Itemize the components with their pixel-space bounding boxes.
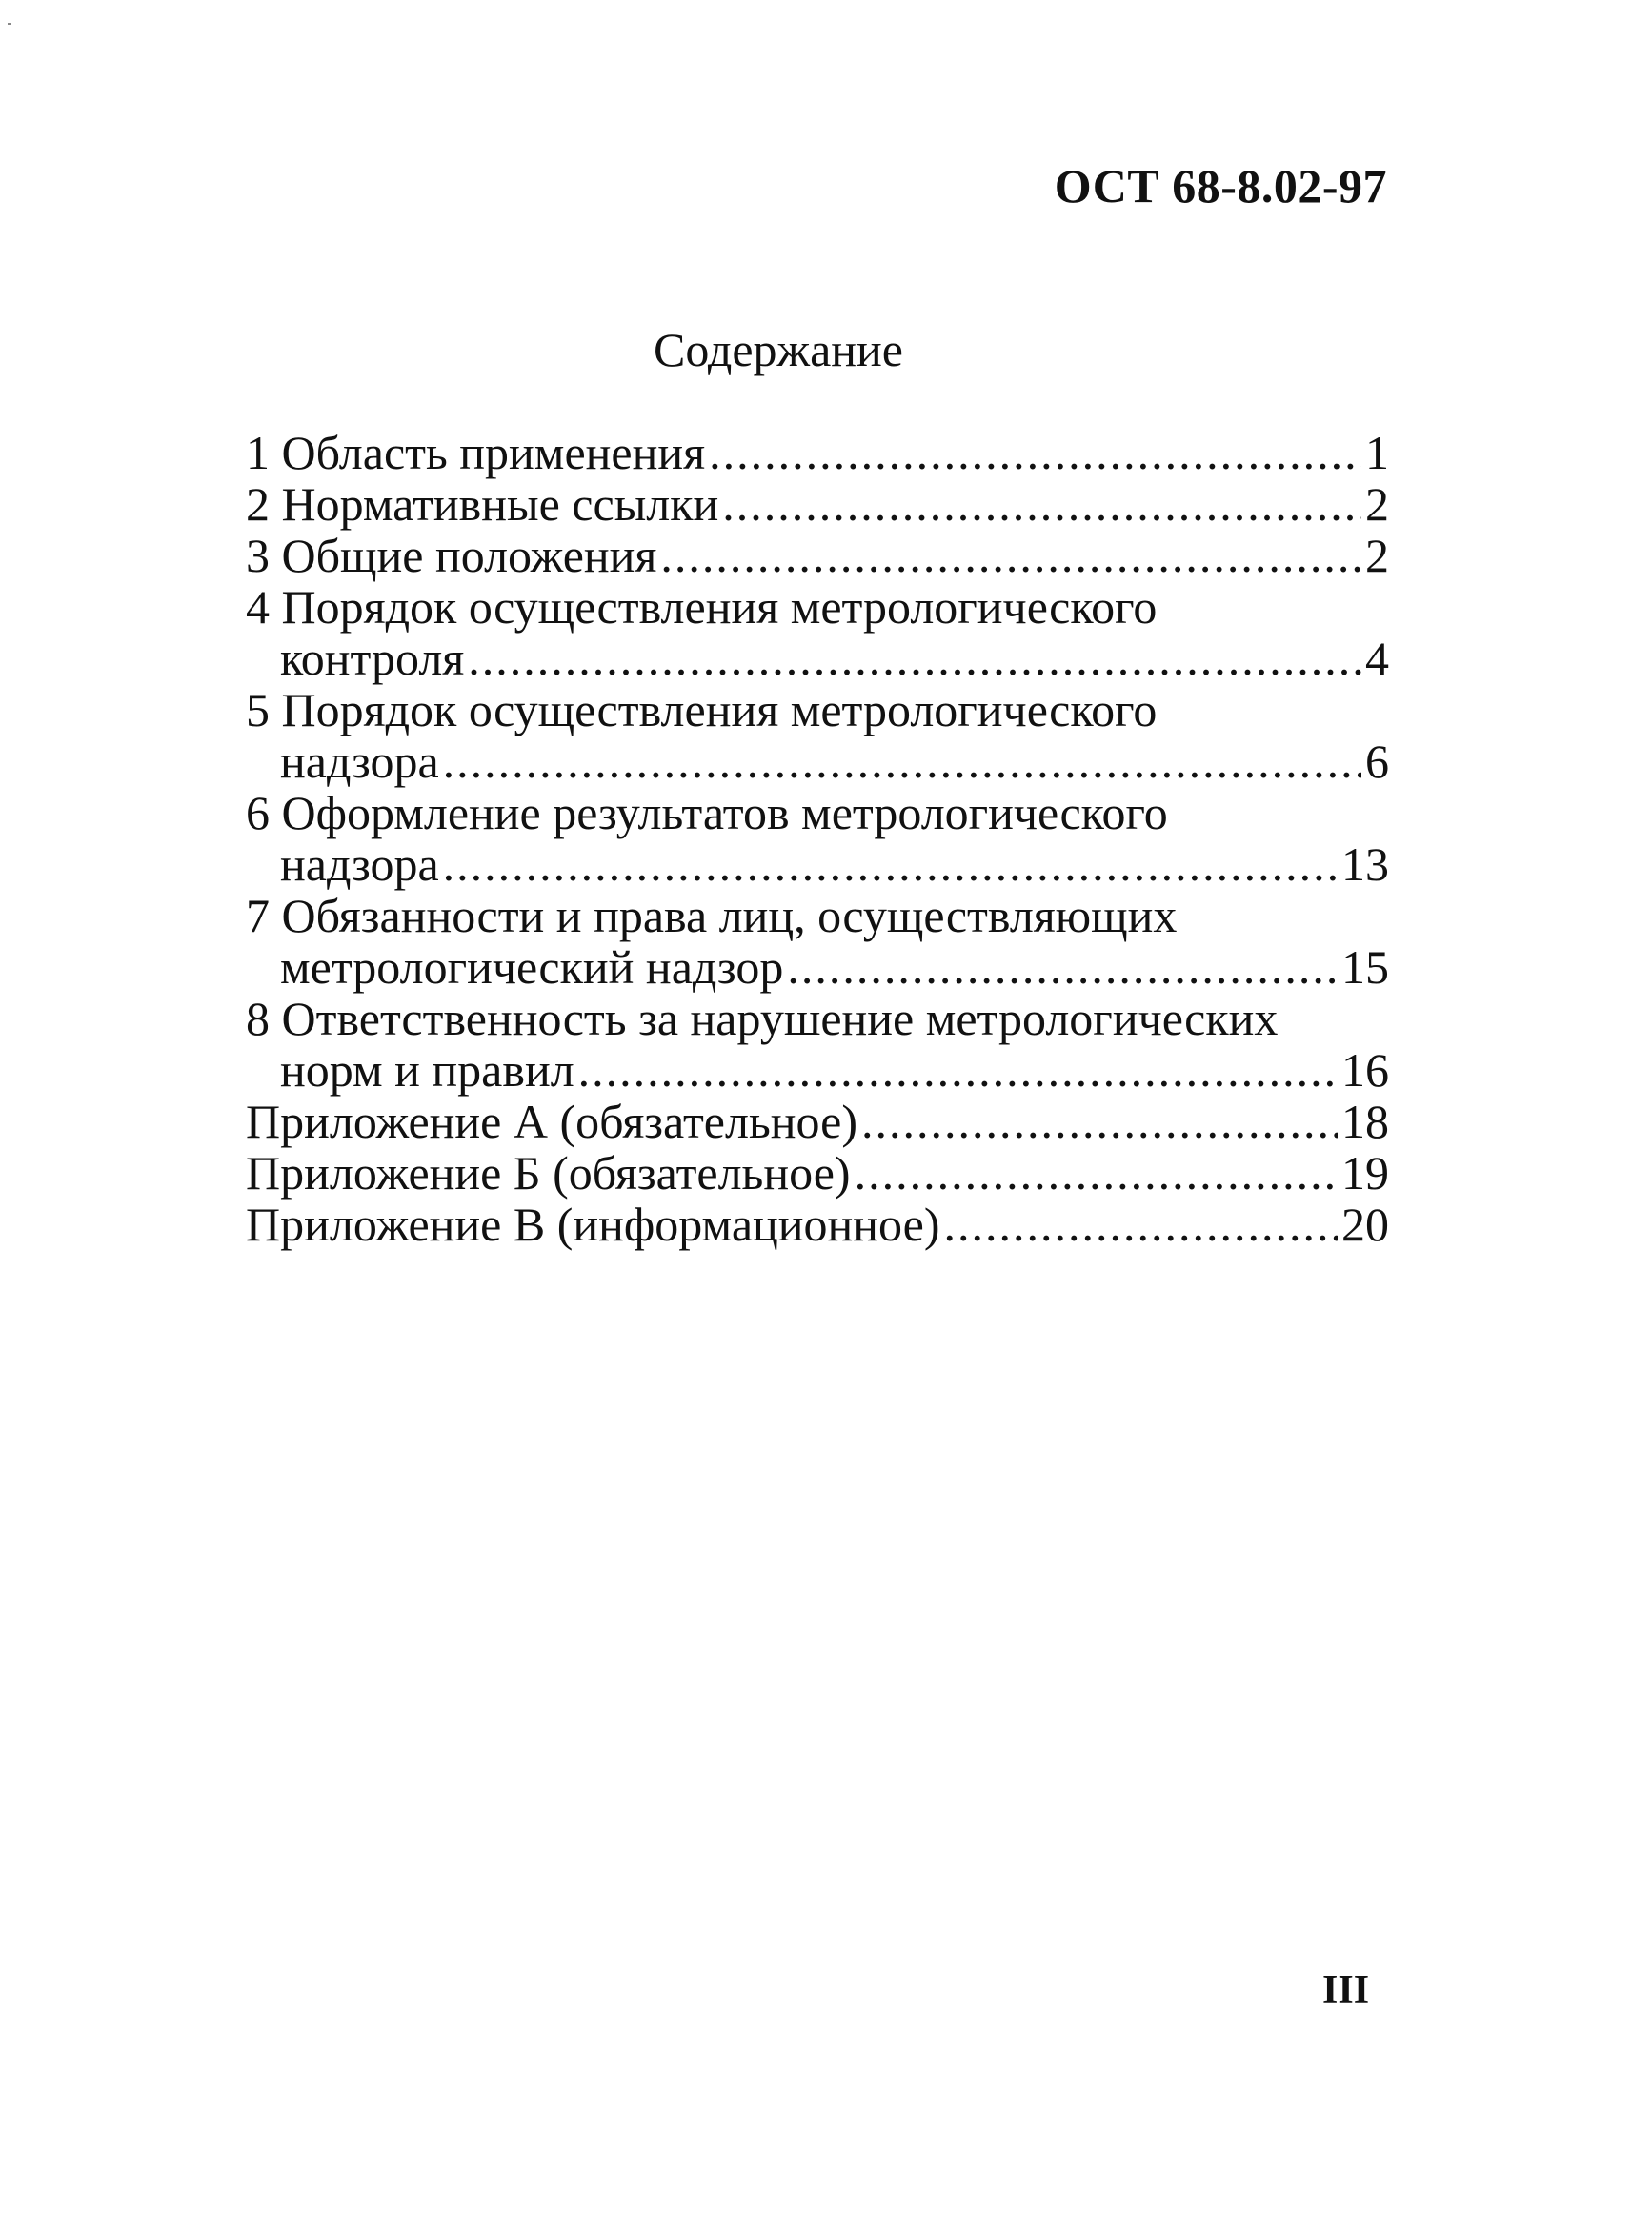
toc-entry (246, 581, 1389, 684)
scan-artifact (8, 23, 11, 25)
toc-entry-page: 18 (1341, 1095, 1389, 1148)
toc-entry-page: 19 (1341, 1146, 1389, 1200)
toc-entry-text: надзора (280, 837, 439, 891)
toc-entry-text: 8 Ответственность за нарушение метрологических (246, 992, 1279, 1045)
toc-entry-page: 2 (1365, 477, 1389, 531)
toc-dot-leader (722, 478, 1361, 530)
toc-entry (246, 1096, 1389, 1147)
toc-entry (246, 993, 1389, 1096)
toc-dot-leader (787, 941, 1338, 993)
toc-entry (246, 1199, 1389, 1250)
toc-entry (246, 787, 1389, 890)
toc-line (246, 633, 1389, 684)
toc-line (246, 890, 1389, 941)
toc-line (246, 1044, 1389, 1096)
toc-line (246, 1147, 1389, 1199)
toc-entry (246, 1147, 1389, 1199)
toc-line (246, 838, 1389, 890)
toc-line (246, 478, 1389, 530)
toc-dot-leader (468, 633, 1361, 684)
toc-entry-page: 2 (1365, 529, 1389, 582)
toc-dot-leader (578, 1044, 1338, 1096)
toc-dot-leader (709, 427, 1361, 478)
toc-dot-leader (660, 530, 1361, 581)
toc-entry-text: 3 Общие положения (246, 529, 657, 582)
toc-dot-leader (443, 838, 1338, 890)
toc-entry-text: надзора (280, 735, 439, 788)
toc-entry-page: 15 (1341, 940, 1389, 994)
toc-entry-page: 4 (1365, 632, 1389, 685)
toc-entry-page: 16 (1341, 1043, 1389, 1097)
toc-entry-text: 7 Обязанности и права лиц, осуществляющих (246, 889, 1178, 942)
toc-entry-page: 20 (1341, 1198, 1389, 1251)
toc-dot-leader (443, 736, 1361, 787)
table-of-contents (246, 427, 1389, 1250)
toc-entry-text: 1 Область применения (246, 426, 706, 479)
toc-entry-page: 6 (1365, 735, 1389, 788)
page-number: III (1322, 1968, 1370, 2012)
toc-entry-text: Приложение Б (обязательное) (246, 1146, 851, 1200)
toc-entry-page: 13 (1341, 837, 1389, 891)
toc-dot-leader (861, 1096, 1338, 1147)
toc-line (246, 1096, 1389, 1147)
toc-title: Содержание (654, 323, 903, 376)
toc-line (246, 684, 1389, 736)
toc-entry-text: 4 Порядок осуществления метрологического (246, 580, 1158, 634)
toc-line (246, 787, 1389, 838)
document-code: ОСТ 68-8.02-97 (1054, 159, 1387, 212)
toc-entry-text: норм и правил (280, 1043, 574, 1097)
toc-dot-leader (944, 1199, 1339, 1250)
toc-dot-leader (855, 1147, 1338, 1199)
toc-entry-text: контроля (280, 632, 465, 685)
toc-line (246, 427, 1389, 478)
toc-line (246, 993, 1389, 1044)
toc-line (246, 1199, 1389, 1250)
toc-entry (246, 427, 1389, 478)
toc-entry (246, 530, 1389, 581)
toc-line (246, 581, 1389, 633)
toc-entry-text: 5 Порядок осуществления метрологического (246, 683, 1158, 736)
toc-entry-text: Приложение В (информационное) (246, 1198, 940, 1251)
toc-entry-text: Приложение А (обязательное) (246, 1095, 857, 1148)
toc-line (246, 736, 1389, 787)
toc-line (246, 941, 1389, 993)
toc-entry-text: 2 Нормативные ссылки (246, 477, 719, 531)
toc-entry-text: 6 Оформление результатов метрологического (246, 786, 1168, 839)
toc-entry (246, 684, 1389, 787)
toc-entry-text: метрологический надзор (280, 940, 784, 994)
toc-entry (246, 478, 1389, 530)
toc-entry-page: 1 (1365, 426, 1389, 479)
toc-line (246, 530, 1389, 581)
toc-entry (246, 890, 1389, 993)
